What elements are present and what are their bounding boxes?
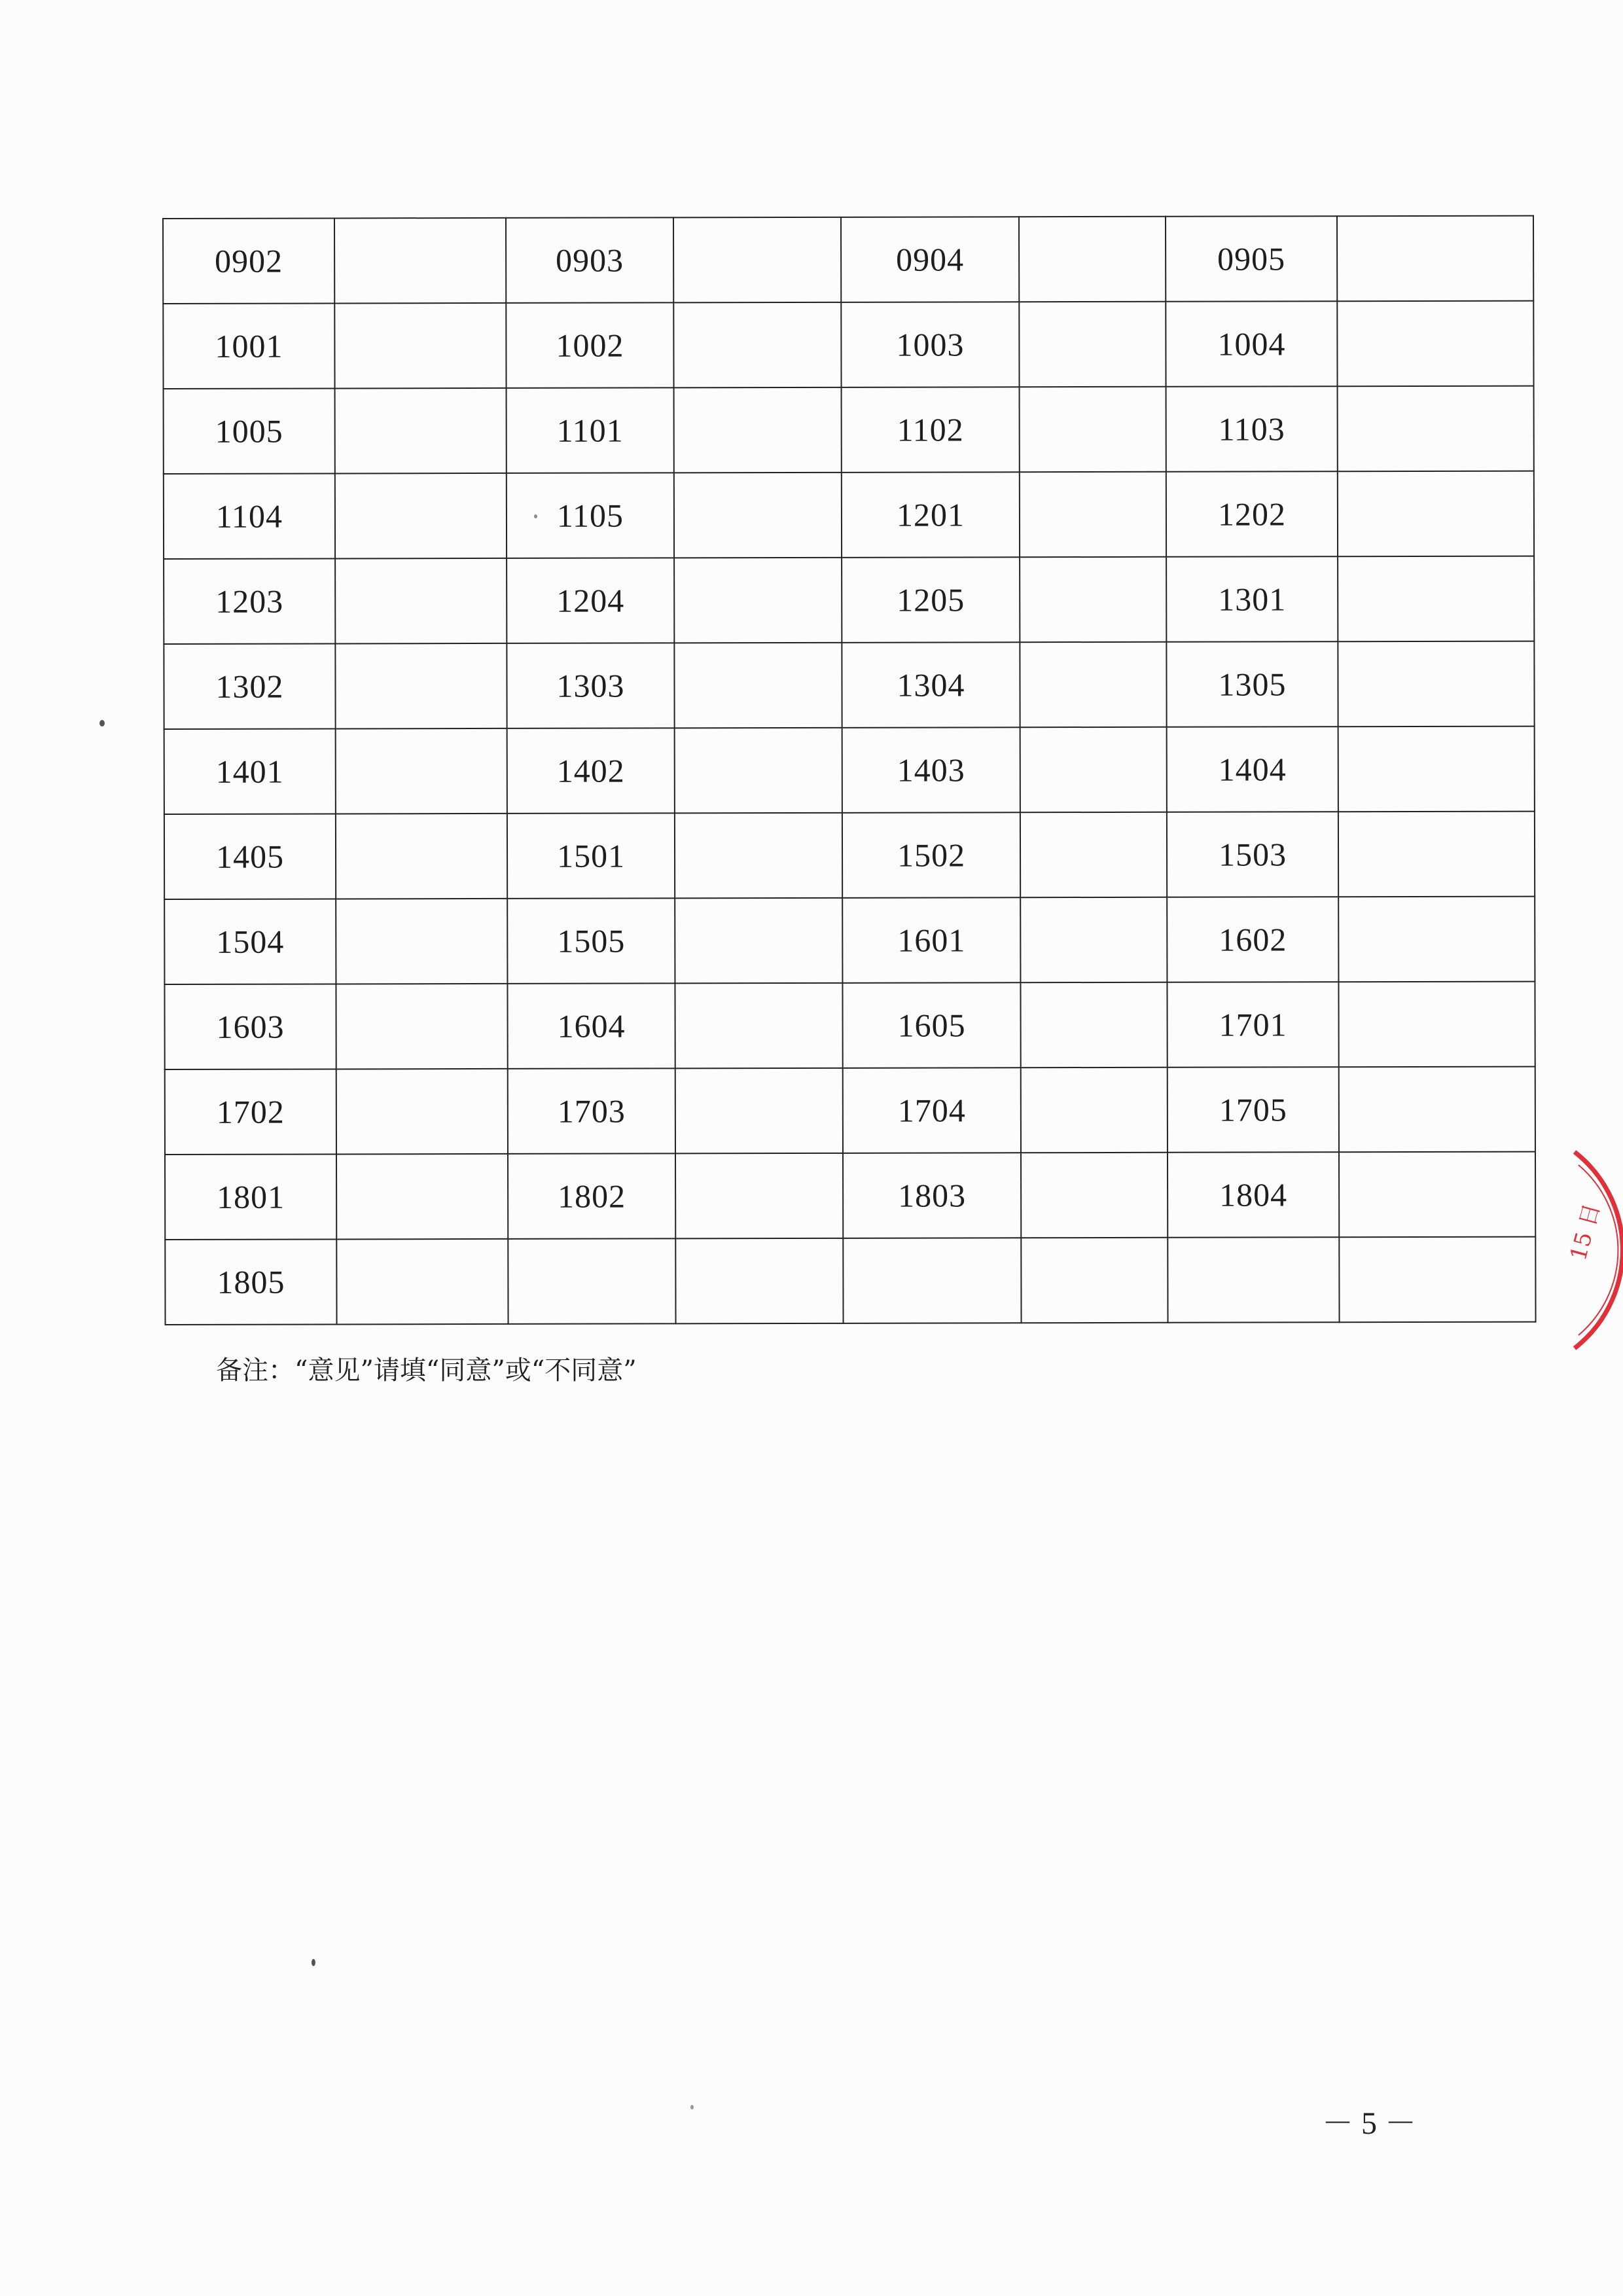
- unit-number-cell: 1601: [842, 897, 1020, 983]
- opinion-cell[interactable]: [1020, 557, 1166, 642]
- opinion-cell[interactable]: [1020, 727, 1167, 812]
- unit-number-cell: [508, 1238, 675, 1324]
- unit-number-cell: 1302: [164, 643, 335, 729]
- scan-speck: [312, 1959, 315, 1966]
- unit-number-cell: 1604: [507, 983, 675, 1069]
- scan-speck: [99, 720, 105, 726]
- table-row: [164, 641, 1534, 729]
- opinion-cell[interactable]: [1021, 1067, 1168, 1153]
- opinion-cell[interactable]: [1020, 897, 1167, 982]
- opinion-cell[interactable]: [336, 1069, 508, 1155]
- unit-number-cell: 1501: [507, 813, 675, 899]
- unit-number-cell: 1305: [1166, 641, 1338, 727]
- unit-number-cell: 1502: [842, 812, 1020, 898]
- red-seal-stamp: [1565, 1139, 1623, 1361]
- unit-number-cell: 1204: [507, 558, 674, 643]
- opinion-cell[interactable]: [675, 813, 842, 899]
- opinion-cell[interactable]: [335, 388, 507, 474]
- opinion-cell[interactable]: [1339, 1067, 1535, 1153]
- scan-speck: [534, 514, 537, 518]
- unit-number-cell: 0905: [1166, 216, 1337, 302]
- opinion-cell[interactable]: [1019, 302, 1166, 387]
- opinion-cell[interactable]: [1338, 812, 1535, 897]
- opinion-cell[interactable]: [674, 643, 842, 728]
- seal-arc-graphic: [1565, 1139, 1623, 1361]
- unit-number-cell: 1301: [1166, 556, 1338, 642]
- table-row: [165, 1237, 1535, 1325]
- table-row: [164, 982, 1535, 1069]
- opinion-cell[interactable]: [1019, 217, 1166, 302]
- opinion-cell[interactable]: [1338, 471, 1534, 557]
- opinion-cell[interactable]: [1338, 726, 1535, 812]
- unit-number-cell: 1605: [842, 982, 1020, 1068]
- opinion-cell[interactable]: [1337, 216, 1533, 302]
- unit-number-cell: 1303: [507, 643, 674, 728]
- opinion-cell[interactable]: [1020, 472, 1166, 557]
- table-row: [163, 216, 1533, 304]
- opinion-cell[interactable]: [335, 643, 507, 729]
- unit-number-cell: [843, 1238, 1021, 1323]
- unit-number-cell: 1801: [165, 1154, 336, 1240]
- opinion-cell[interactable]: [674, 558, 842, 643]
- opinion-cell[interactable]: [1339, 1152, 1535, 1238]
- seal-text: 15 日: [1565, 1200, 1606, 1264]
- table-row: [164, 556, 1534, 644]
- unit-number-cell: 1503: [1167, 812, 1338, 897]
- unit-number-cell: 1105: [507, 473, 674, 558]
- page-number: － 5 －: [1322, 2106, 1417, 2141]
- opinion-cell[interactable]: [336, 1154, 508, 1240]
- owner-opinion-table-body: [163, 216, 1536, 1325]
- opinion-cell[interactable]: [1337, 301, 1533, 387]
- table-row: [165, 1152, 1535, 1240]
- unit-number-cell: 1402: [507, 728, 675, 814]
- unit-number-cell: 1304: [842, 642, 1020, 728]
- opinion-cell[interactable]: [675, 1068, 843, 1154]
- unit-number-cell: 1504: [164, 899, 336, 984]
- unit-number-cell: 1005: [164, 388, 335, 474]
- unit-number-cell: 1703: [508, 1068, 675, 1154]
- opinion-cell[interactable]: [675, 728, 842, 814]
- unit-number-cell: 1201: [842, 472, 1020, 558]
- opinion-cell[interactable]: [1338, 897, 1535, 982]
- opinion-cell[interactable]: [336, 1239, 508, 1325]
- unit-number-cell: 1705: [1168, 1067, 1339, 1153]
- unit-number-cell: 1401: [164, 728, 336, 814]
- opinion-cell[interactable]: [334, 303, 506, 389]
- opinion-cell[interactable]: [675, 898, 842, 984]
- opinion-cell[interactable]: [336, 728, 507, 814]
- unit-number-cell: 1805: [165, 1239, 336, 1325]
- opinion-cell[interactable]: [336, 899, 507, 984]
- unit-number-cell: 1603: [164, 984, 336, 1069]
- opinion-cell[interactable]: [673, 302, 841, 388]
- opinion-cell[interactable]: [1339, 1237, 1535, 1323]
- opinion-cell[interactable]: [1021, 1153, 1168, 1238]
- opinion-cell[interactable]: [334, 218, 506, 304]
- opinion-cell[interactable]: [1020, 387, 1166, 472]
- unit-number-cell: [1168, 1237, 1339, 1323]
- unit-number-cell: 1205: [842, 557, 1020, 643]
- opinion-cell[interactable]: [335, 558, 507, 644]
- opinion-cell[interactable]: [1338, 386, 1534, 472]
- opinion-cell[interactable]: [1338, 641, 1534, 727]
- table-row: [163, 301, 1533, 389]
- unit-number-cell: 0902: [163, 218, 334, 304]
- opinion-cell[interactable]: [675, 1153, 843, 1239]
- unit-number-cell: 0903: [506, 217, 673, 303]
- unit-number-cell: 1001: [163, 303, 334, 389]
- opinion-cell[interactable]: [1338, 556, 1534, 642]
- opinion-cell[interactable]: [1021, 1238, 1168, 1323]
- opinion-cell[interactable]: [675, 1238, 843, 1324]
- unit-number-cell: 1404: [1167, 726, 1338, 812]
- unit-number-cell: 1203: [164, 558, 335, 644]
- unit-number-cell: 1004: [1166, 301, 1337, 387]
- unit-number-cell: 1405: [164, 814, 336, 899]
- opinion-cell[interactable]: [335, 473, 507, 559]
- table-row: [164, 471, 1534, 559]
- unit-number-cell: 1003: [841, 302, 1019, 387]
- unit-number-cell: 1101: [507, 387, 674, 473]
- unit-number-cell: 1803: [843, 1153, 1021, 1238]
- table-row: [164, 386, 1534, 474]
- opinion-cell[interactable]: [674, 473, 842, 558]
- scan-speck: [690, 2105, 694, 2109]
- opinion-cell[interactable]: [675, 983, 842, 1069]
- unit-number-cell: 1103: [1166, 386, 1338, 472]
- opinion-cell[interactable]: [674, 387, 842, 473]
- opinion-cell[interactable]: [1020, 642, 1166, 727]
- unit-number-cell: 1804: [1168, 1152, 1339, 1238]
- opinion-cell[interactable]: [1020, 982, 1167, 1067]
- unit-number-cell: 0904: [841, 217, 1019, 302]
- opinion-cell[interactable]: [336, 984, 507, 1069]
- table-row: [164, 726, 1535, 814]
- unit-number-cell: 1602: [1167, 897, 1338, 982]
- remark-note: 备注：“意见”请填“同意”或“不同意”: [216, 1355, 637, 1386]
- table-row: [164, 897, 1535, 984]
- opinion-cell[interactable]: [1020, 812, 1167, 897]
- unit-number-cell: 1702: [165, 1069, 336, 1155]
- table-row: [165, 1067, 1535, 1155]
- unit-number-cell: 1403: [842, 727, 1020, 813]
- opinion-cell[interactable]: [673, 217, 841, 303]
- unit-number-cell: 1002: [506, 302, 673, 388]
- owner-opinion-table: [162, 215, 1537, 1325]
- unit-number-cell: 1704: [843, 1067, 1021, 1153]
- unit-number-cell: 1505: [507, 898, 675, 984]
- unit-number-cell: 1104: [164, 473, 335, 559]
- unit-number-cell: 1802: [508, 1153, 675, 1239]
- unit-number-cell: 1102: [842, 387, 1020, 473]
- opinion-cell[interactable]: [1338, 982, 1535, 1067]
- unit-number-cell: 1202: [1166, 471, 1338, 557]
- unit-number-cell: 1701: [1167, 982, 1338, 1067]
- table-row: [164, 812, 1535, 899]
- opinion-cell[interactable]: [336, 814, 507, 899]
- owner-opinion-table-wrapper: [162, 215, 1535, 1325]
